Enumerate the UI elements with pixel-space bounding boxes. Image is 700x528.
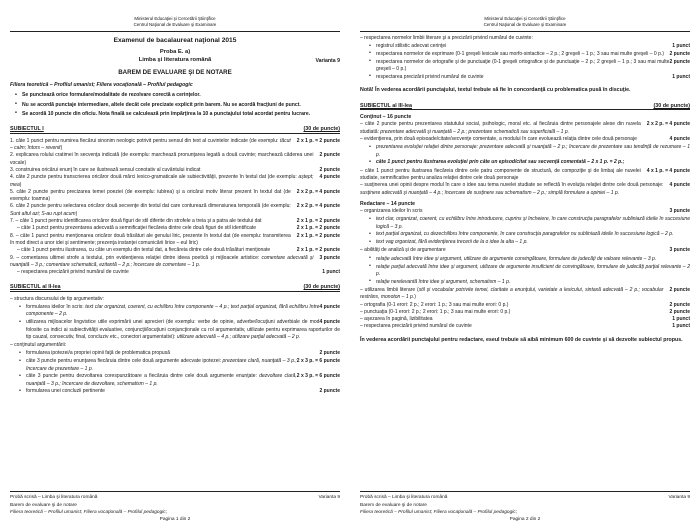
item-text-after: ) (60, 145, 63, 152)
subiect3-continut-4 (360, 182, 690, 197)
points-value: 2 puncte (319, 152, 340, 159)
points-value: 2 puncte (669, 286, 690, 293)
item-text: 1. câte 1 punct pentru numirea fiecărui sinonim neologic potrivit pentru sensul din text al cuvintelor indicate (de exemplu: (10, 137, 280, 144)
subiect2-lead: – structura discursului de tip argumentativ: (10, 295, 104, 302)
subiect2-structure-list (10, 304, 340, 341)
subiect-3-title: SUBIECTUL al III-lea (360, 102, 413, 109)
list-item: • Se acordă 10 puncte din oficiu. Nota finală se calculează prin împărţirea la 10 a punctajului total acordat pentru lucrare. (22, 111, 340, 118)
points-value: 2 x 1 p. = 2 puncte (296, 225, 340, 232)
ministry-header (10, 16, 340, 29)
redactare-1-sublist (360, 216, 690, 246)
item-text: câte 3 puncte pentru enunţarea fiecăruia dintre cele două argumente adecvate ipotezei: (26, 358, 223, 365)
list-item: • text vag organizat, fără evidenţierea trecerii de la o idee la alta – 1 p. (376, 239, 690, 246)
item-criteria: prezentare adecvată şi nuanţată – 2 p.; prezentare schematică sau superficială – 1 p. (380, 128, 570, 135)
points-value: 2 puncte (669, 308, 690, 315)
subiect1-item-9 (10, 255, 340, 270)
points-value: 2 x 1 p. = 2 puncte (296, 232, 340, 239)
list-item (26, 373, 340, 388)
footer-line-1 (10, 494, 340, 501)
item-text: 6. câte 2 puncte pentru selectarea oricăror două secvenţe din textul dat care conturează dimensiunea temporală (de exemplu: (10, 203, 291, 210)
item-example: Sunt altul azi; S-au rupt acum (10, 210, 76, 217)
points-value: 3 puncte (319, 254, 340, 261)
footer-line-3: Filiera teoretică – Profilul umanist; Filiera vocaţională – Profilul pedagogic; (360, 509, 518, 515)
footer-varianta: Varianta 9 (668, 495, 690, 501)
item-text: 3. construirea oricărui enunţ în care se ilustrează sensul conotativ al cuvântului indicat (10, 166, 201, 173)
redactare-2-sublist (360, 256, 690, 286)
item-text: – câte 1 punct pentru ilustrarea, cu câte un exemplu din textul dat, a fiecăreia dintre cele două trăsături menţionate (17, 247, 271, 254)
item-text: – evidenţierea, prin două episoade/citate/secvenţe comentate, a modului în care evoluează relaţia dintre cele două personaje (360, 136, 637, 143)
item-text-after: ) (19, 181, 22, 188)
item-text: 5. câte 2 puncte pentru precizarea temei poeziei (de exemplu: iubirea) şi a oricărui motiv literar prezent în textul dat (de exemplu: toamna) (10, 188, 291, 203)
points-value: 2 x 1 p. = 2 puncte (296, 218, 340, 225)
points-value: 4 puncte (669, 182, 690, 189)
redactare-tail-1 (360, 287, 690, 302)
list-item: • relaţie parţial adecvată între idee şi argument, utilizare de argumente insuficient de convingătoare, formulare de judecăţi parţial relevante – 2 p. (376, 264, 690, 279)
list-item (26, 358, 340, 373)
subiect1-item-4 (10, 174, 340, 189)
page-2 (350, 0, 700, 528)
item-text: formularea ipotezei/a propriei opinii faţă de problematica propusă (26, 350, 170, 357)
list-item: • Se punctează orice formulare/modalitate de rezolvare corectă a cerinţelor. (22, 92, 340, 99)
ministry-line-2: Centrul Naţional de Evaluare şi Examinare (483, 22, 567, 28)
subiect-2-title: SUBIECTUL al II-lea (10, 284, 61, 291)
points-value: 2 x 2 p. = 4 puncte (296, 203, 340, 210)
item-example: aştept; mea (10, 174, 314, 188)
item-text: respectarea precizării privind numărul de cuvinte (376, 73, 484, 80)
list-item: • relaţie adecvată între idee şi argument, utilizare de argumente convingătoare, formulare de judecăţi de valoare relevante – 3 p. (376, 256, 690, 263)
list-item (376, 51, 690, 58)
list-item (376, 59, 690, 74)
item-text: câte 3 puncte pentru dezvoltarea corespunzătoare a fiecăruia dintre cele două argumente enunţate: (26, 373, 260, 380)
ministry-line-2: Centrul Naţional de Evaluare şi Examinare (133, 22, 217, 28)
header-divider (10, 31, 340, 32)
subiect1-item-3 (10, 167, 340, 174)
points-value: 3 puncte (669, 247, 690, 254)
item-text: – ortografia (0-1 erori: 2 p.; 2 erori: 1 p.; 3 sau mai multe erori: 0 p.) (360, 301, 509, 308)
redactare-item-1 (360, 208, 690, 215)
proba-label: Proba E. a) (159, 48, 191, 55)
header-divider (360, 31, 690, 32)
subiect-1-header (10, 126, 340, 132)
page2-norms-list (360, 43, 690, 81)
subiect3-continut-2 (360, 136, 690, 143)
item-text: respectarea normelor de exprimare (0-1 greşeli lexicale sau morfo-sintactice – 2 p.; 2 greşeli – 1 p.; 3 sau mai multe greşeli – 0 p.) (376, 50, 664, 57)
list-item: • Nu se acordă punctaje intermediare, altele decât cele precizate explicit prin barem. Nu se acordă fracţiuni de punct. (22, 102, 340, 109)
varianta-label: Varianta 9 (315, 58, 340, 65)
points-value: 2 x 2 p. = 4 puncte (646, 121, 690, 128)
subiect-3-rule (360, 109, 690, 110)
list-item: • text clar, organizat, coerent, cu echilibru între introducere, cuprins şi încheiere, în care construcţia paragrafelor subliniază ideile în succesiune logică – 3 p. (376, 216, 690, 231)
subiect1-item-9-sub (10, 269, 340, 276)
footer-exam-label: Probă scrisă – Limba şi literatura română (10, 495, 98, 501)
redactare-tail-2 (360, 302, 690, 309)
item-text: – organizarea ideilor în scris (360, 207, 423, 214)
item-text: – câte 1 punct pentru prezentarea adecvată a semnificaţiei fiecăreia dintre cele două figuri de stil identificate (17, 225, 257, 232)
list-item: • câte 1 punct pentru ilustrarea evoluţiei prin câte un episod/citat sau secvenţă comentată – 2 x 1 p. = 2 p.; (376, 159, 690, 166)
footer-line-2: Barem de evaluare şi de notare (10, 502, 77, 508)
item-criteria: stil şi vocabular potrivite temei, claritate a enunţului, varietate a lexicului, sintaxă adecvată – 2 p.; vocabular restrâns, monoton – 1 p. (360, 286, 664, 301)
points-value: • 2 puncte (319, 350, 340, 357)
subiect1-item-8 (10, 233, 340, 248)
points-value: 1 punct (672, 323, 690, 330)
item-text: 4. câte 2 puncte pentru transcrierea oricăror două mărci lexico-gramaticale ale subiectivităţii, prezente în textul dat (de exemplu: (10, 174, 299, 181)
item-criteria: prezentare clară, nuanţată – 3 p.; încercare de prezentare – 1 p. (26, 358, 297, 372)
page-2-footer (360, 491, 690, 522)
item-criteria: utilizare adecvată – 4 p.; utilizare parţial adecvată – 2 p. (176, 333, 301, 340)
footer-page-number: Pagina 2 din 2 (509, 517, 541, 522)
item-text-after: ) (414, 294, 416, 301)
subiect1-item-2 (10, 152, 340, 167)
item-text: formularea unei concluzii pertinente (26, 388, 105, 395)
item-text: formularea ideilor în scris: (26, 304, 86, 311)
item-text: 8. – câte 1 punct pentru menţionarea oricăror două trăsături ale genului liric, prezente în textul dat (de exemplu: transmiterea în mod direct a unor idei şi sentimente; prezenţa instanţei comunicării lirice – eul liric) (10, 232, 291, 246)
points-value: • 2 x 3 p. = 6 puncte (296, 373, 340, 380)
subiect1-item-7 (10, 218, 340, 225)
points-value: 4 puncte (319, 174, 340, 181)
list-item: • prezentarea evoluţiei relaţiei dintre personaje: prezentare adecvată şi nuanţată – 2 p.; încercare de prezentare sau tendinţă de rezumare – 1 p. (376, 144, 690, 159)
item-text: registrul stilistic adecvat cerinţei (376, 43, 447, 50)
page2-lead: – respectarea normelor limbii literare şi a precizării privind numărul de cuvinte: (360, 34, 533, 41)
points-value: 2 x 1 p. = 2 puncte (296, 137, 340, 144)
list-item: • relaţie nerelevantă între idee şi argument, schematism – 1 p. (376, 279, 690, 286)
list-item (376, 43, 690, 50)
item-criteria: text clar organizat, coerent, cu echilibru între componente – 4 p.; text parţial organizat, fără echilibru între componente – 2 p. (26, 304, 320, 318)
continut-label: Conţinut – 16 puncte (360, 114, 412, 121)
redactare-label: Redactare – 14 puncte (360, 200, 416, 207)
final-note: În vederea acordării punctajului pentru redactare, eseul trebuie să aibă minimum 600 de cuvinte şi să dezvolte subiectul propus. (360, 336, 683, 343)
subiect-2-points: (30 de puncte) (303, 284, 340, 291)
points-value: • 1 punct (672, 43, 690, 50)
points-value: 3 puncte (669, 207, 690, 214)
subiect2-content-list (10, 350, 340, 395)
subiect-3-points: (30 de puncte) (653, 102, 690, 109)
list-item (26, 319, 340, 341)
barem-title: BAREM DE EVALUARE ŞI DE NOTARE (118, 69, 232, 77)
filiera-line: Filiera teoretică – Profilul umanist; Filiera vocaţională – Profilul pedagogic (10, 82, 193, 89)
item-text: – punctuaţia (0-1 erori: 2 p.; 2 erori: 1 p.; 3 sau mai multe erori: 0 p.) (360, 308, 511, 315)
points-value: • 2 x 3 p. = 6 puncte (296, 358, 340, 365)
item-criteria: comentare adecvată şi nuanţată – 3 p.; comentare schematică, ezitantă – 2 p.; încercare de comentare – 1 p. (10, 254, 314, 268)
points-value: 2 x 2 p. = 4 puncte (296, 188, 340, 195)
subiect1-item-8-sub (10, 247, 340, 254)
item-text: 9. – comentarea ultimei strofe a textului, prin evidenţierea relaţiei dintre ideea poetică şi mijloacele artistice: (10, 254, 262, 261)
points-value: 1 punct (322, 269, 340, 276)
item-text: utilizarea mijloacelor lingvistice utile exprimării unei aprecieri (de exemplu: verbe de opinie, adverbe/locuţiuni adverbiale de mod folosite ca indici ai subiectivităţii evaluative, conjuncţii/locuţiuni conjuncţionale cu rol argumentativ, utilizate pentru exprimarea raporturilor de tip cauzal, consecutiv, final, concluziv etc., conectori argumentativi): (26, 319, 340, 340)
points-value: • 4 puncte (319, 304, 340, 311)
item-criteria: susţinere adecvată şi nuanţată – 4 p.; încercare de susţinere sau schematism – 2 p.; simplă formulare a opiniei – 1 p. (360, 189, 620, 196)
item-criteria: dezvoltare clară, nuanţată – 3 p.; încercare de dezvoltare, schematism – 1 p. (26, 373, 297, 387)
footer-page-number: Pagina 1 din 2 (159, 517, 191, 522)
page-1-footer (10, 491, 340, 522)
item-text: – utilizarea limbii literare ( (360, 286, 419, 293)
subiect-1-points: (30 de puncte) (303, 126, 340, 133)
redactare-tail-5 (360, 323, 690, 330)
points-value: • 2 puncte (319, 388, 340, 395)
ministry-line-1: Ministerul Educaţiei şi Cercetării Ştiinţifice (484, 16, 566, 21)
item-text: respectarea normelor de ortografie şi de punctuaţie (0-1 greşeli ortografice şi de punctuaţie – 2 p.; 2 greşeli – 1 p.; 3 sau mai multe greşeli – 0 p.) (376, 58, 670, 72)
footer-exam-label: Probă scrisă – Limba şi literatura română (360, 495, 448, 501)
points-value: • 4 puncte (319, 319, 340, 326)
footer-divider (10, 491, 340, 492)
item-text: – câte 1 punct pentru ilustrarea fiecăreia dintre cele patru componente de structură, de compoziţie şi de limbaj ale nuvelei studiate, semnificative pentru analiza relaţiei dintre cele două personaje (360, 167, 641, 182)
discipline-label: Limba şi literatura română (138, 57, 212, 64)
subiect3-continut-sublist (360, 144, 690, 166)
ministry-line-1: Ministerul Educaţiei şi Cercetării Ştiinţifice (134, 16, 216, 21)
subiect-3-header (360, 103, 690, 109)
item-text: – aşezarea în pagină, lizibilitatea (360, 316, 433, 323)
subiect1-item-7-sub (10, 225, 340, 232)
subiect1-item-1 (10, 138, 340, 153)
item-text: – susţinerea unei opinii despre modul în care o idee sau tema nuvelei studiate se reflectă în evoluţia relaţiei dintre cele două personaje: (360, 182, 664, 189)
item-text-after: ) (75, 210, 78, 217)
subiect2-lead-2: – conţinutul argumentării: (10, 342, 67, 349)
ministry-header (360, 16, 690, 29)
subiect-1-title: SUBIECTUL I (10, 126, 44, 133)
redactare-item-2 (360, 247, 690, 254)
subiect1-item-6 (10, 203, 340, 218)
subiect-2-header (10, 284, 340, 290)
redactare-tail-3 (360, 309, 690, 316)
item-text: – respectarea precizării privind numărul de cuvinte (17, 269, 129, 276)
item-text: – abilităţi de analiză şi de argumentare (360, 247, 446, 254)
item-text: 2. explicarea rolului cratimei în secvenţa indicată (de exemplu: marchează pronunţarea legată a două cuvinte; marchează căderea unei vocale) (10, 152, 314, 166)
subiect3-continut-1 (360, 121, 690, 136)
subiect3-continut-3 (360, 168, 690, 183)
list-item: • text parţial organizat, cu dezechilibru între componente, în care construcţia paragrafelor nu subliniază ideile în succesiune logică – 2 p. (376, 231, 690, 238)
points-value: 2 x 1 p. = 2 puncte (296, 247, 340, 254)
points-value: 4 x 1 p. = 4 puncte (646, 167, 690, 174)
nota-callout: Notă! În vederea acordării punctajului, textul trebuie să fie în concordanţă cu problematica pusă în discuţie. (360, 87, 631, 94)
item-text: 7. – câte 1 punct pentru identificarea oricăror două figuri de stil diferite din strofele a treia şi a patra ale textului dat (10, 218, 262, 225)
footer-line-1 (360, 494, 690, 501)
list-item (26, 304, 340, 319)
points-value: 2 puncte (669, 301, 690, 308)
list-item (26, 350, 340, 357)
subiect-1-rule (10, 133, 340, 134)
list-item (26, 388, 340, 395)
item-text: – câte 2 puncte pentru prezentarea statutului social, psihologic, moral etc. al fiecăruia dintre personajele alese din nuvela studiată: (360, 121, 641, 135)
points-value: • 2 puncte (669, 50, 690, 57)
intro-bullet-list (10, 92, 340, 118)
list-item (376, 74, 690, 81)
points-value: 4 puncte (669, 136, 690, 143)
exam-title: Examenul de bacalaureat naţional 2015 (113, 36, 237, 44)
points-value: • 2 puncte (669, 58, 690, 65)
points-value: 2 puncte (319, 166, 340, 173)
footer-divider (360, 491, 690, 492)
subiect1-item-5 (10, 189, 340, 204)
item-example: tăcut – calm; întors – revenit (10, 137, 291, 152)
item-text: – respectarea precizării privind numărul de cuvinte (360, 323, 472, 330)
points-value: 1 punct (672, 316, 690, 323)
footer-line-3: Filiera teoretică – Profilul umanist; Filiera vocaţională – Profilul pedagogic; (10, 509, 168, 515)
subiect-2-rule (10, 291, 340, 292)
footer-varianta: Varianta 9 (318, 495, 340, 501)
footer-line-2: Barem de evaluare şi de notare (360, 502, 427, 508)
points-value: • 1 punct (672, 73, 690, 80)
redactare-tail-4 (360, 316, 690, 323)
